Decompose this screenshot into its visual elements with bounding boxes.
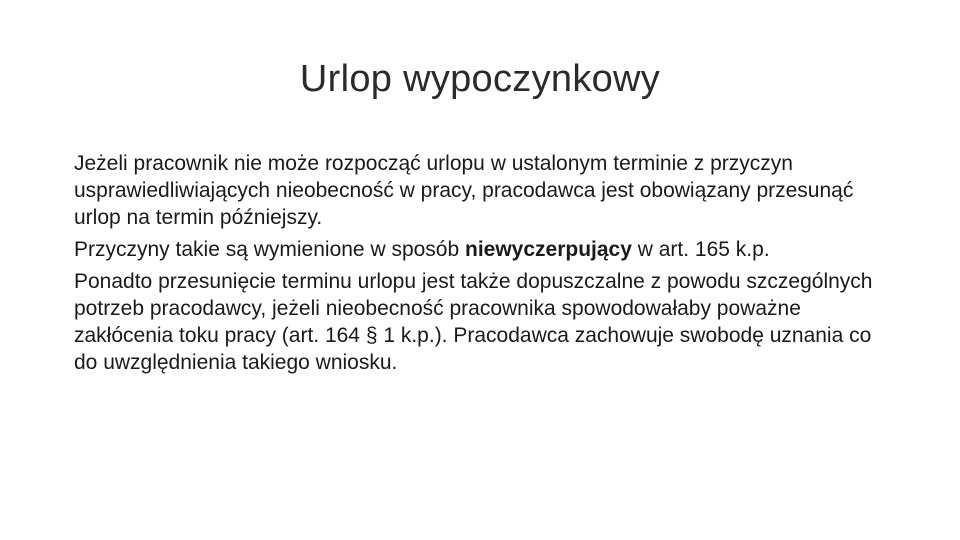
paragraph-reasons-bold: niewyczerpujący bbox=[465, 238, 632, 261]
paragraph-employer-needs: Ponadto przesunięcie terminu urlopu jest także dopuszczalne z powodu szczególnych potrzeb pracodawcy, jeżeli nieobecność pracownika spowodowałaby poważne zakłócenia toku pracy (art. 164 § 1 k.p.). Pracodawca zachowuje swobodę uznania co do uwzględnienia takiego wniosku. bbox=[74, 270, 873, 374]
paragraph-postponement-rule: Jeżeli pracownik nie może rozpocząć urlopu w ustalonym terminie z przyczyn usprawiedliwiających nieobecność w pracy, pracodawca jest obowiązany przesunąć urlop na termin późniejszy. bbox=[74, 152, 854, 229]
slide-body bbox=[74, 150, 894, 381]
paragraph-reasons bbox=[74, 236, 894, 263]
paragraph-reasons-end: w art. 165 k.p. bbox=[631, 238, 770, 261]
paragraph-reasons-start: Przyczyny takie są wymienione w sposób bbox=[74, 238, 465, 261]
slide-title: Urlop wypoczynkowy bbox=[299, 58, 661, 100]
